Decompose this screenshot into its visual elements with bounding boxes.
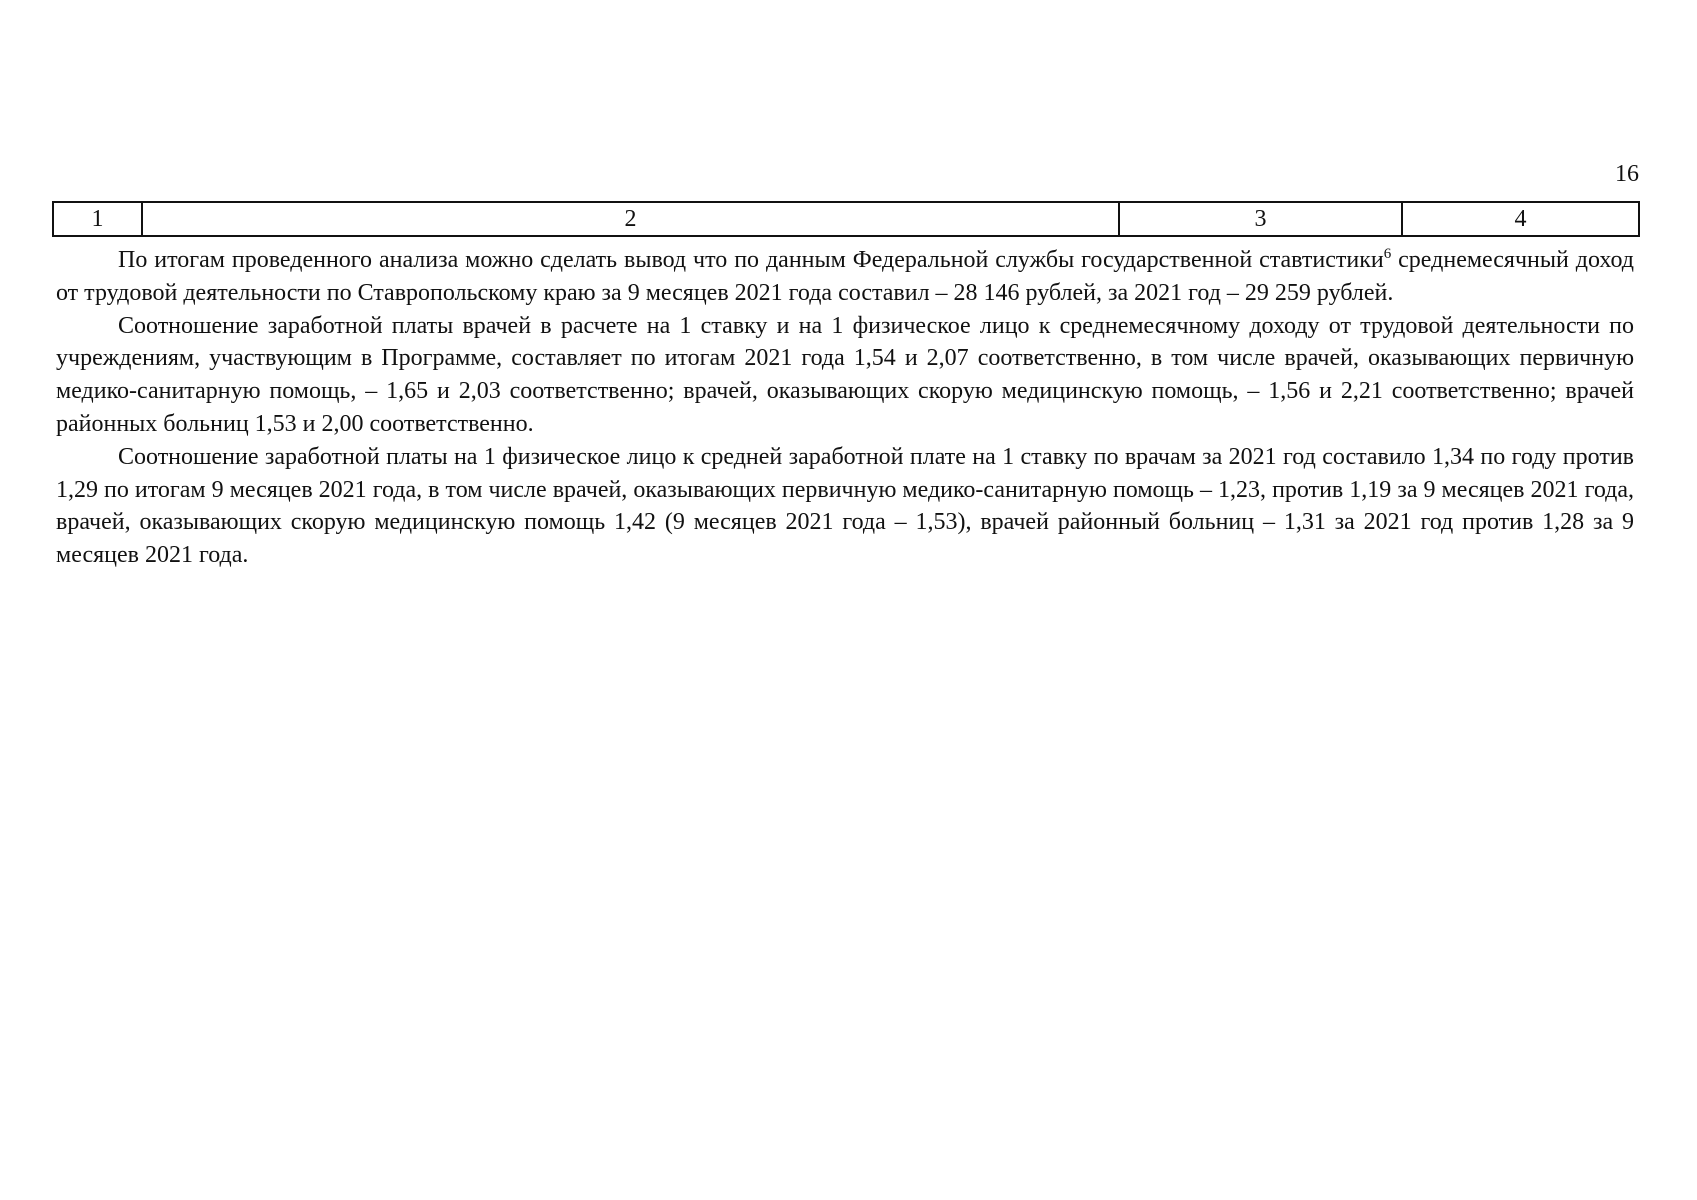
- footnote-reference: 6: [1383, 246, 1392, 262]
- page-number: 16: [1615, 161, 1639, 187]
- paragraph-text-continuation: среднемесячный доход от трудовой деятельности по Ставропольскому краю за 9 месяцев 2021 года составил – 28 146 рублей, за 2021 год – 29 259 рублей.: [56, 247, 1634, 306]
- column-number-row: [53, 202, 1639, 236]
- paragraph-salary-per-person-ratio: Соотношение заработной платы на 1 физическое лицо к средней заработной плате на 1 ставку по врачам за 2021 год составило 1,34 по году против 1,29 по итогам 9 месяцев 2021 года, в том числе врачей, оказывающих первичную медико-санитарную помощь – 1,23, против 1,19 за 9 месяцев 2021 года, врачей, оказывающих скорую медицинскую помощь 1,42 (9 месяцев 2021 года – 1,53), врачей районный больниц – 1,31 за 2021 год против 1,28 за 9 месяцев 2021 года.: [56, 443, 1634, 569]
- document-body: [56, 244, 1634, 572]
- column-number-header-table: [52, 201, 1640, 237]
- paragraph-text: По итогам проведенного анализа можно сделать вывод что по данным Федеральной службы государственной ставтистики: [118, 247, 1384, 273]
- paragraph-salary-ratio: Соотношение заработной платы врачей в расчете на 1 ставку и на 1 физическое лицо к среднемесячному доходу от трудовой деятельности по учреждениям, участвующим в Программе, составляет по итогам 2021 года 1,54 и 2,07 соответственно, в том числе врачей, оказывающих первичную медико-санитарную помощь, – 1,65 и 2,03 соответственно; врачей, оказывающих скорую медицинскую помощь, – 1,56 и 2,21 соответственно; врачей районных больниц 1,53 и 2,00 соответственно.: [56, 312, 1634, 437]
- column-number-cell: 2: [142, 202, 1119, 236]
- column-number-cell: 1: [53, 202, 142, 236]
- column-number-cell: 4: [1402, 202, 1639, 236]
- paragraph-income-analysis: [56, 244, 1634, 310]
- column-number-cell: 3: [1119, 202, 1402, 236]
